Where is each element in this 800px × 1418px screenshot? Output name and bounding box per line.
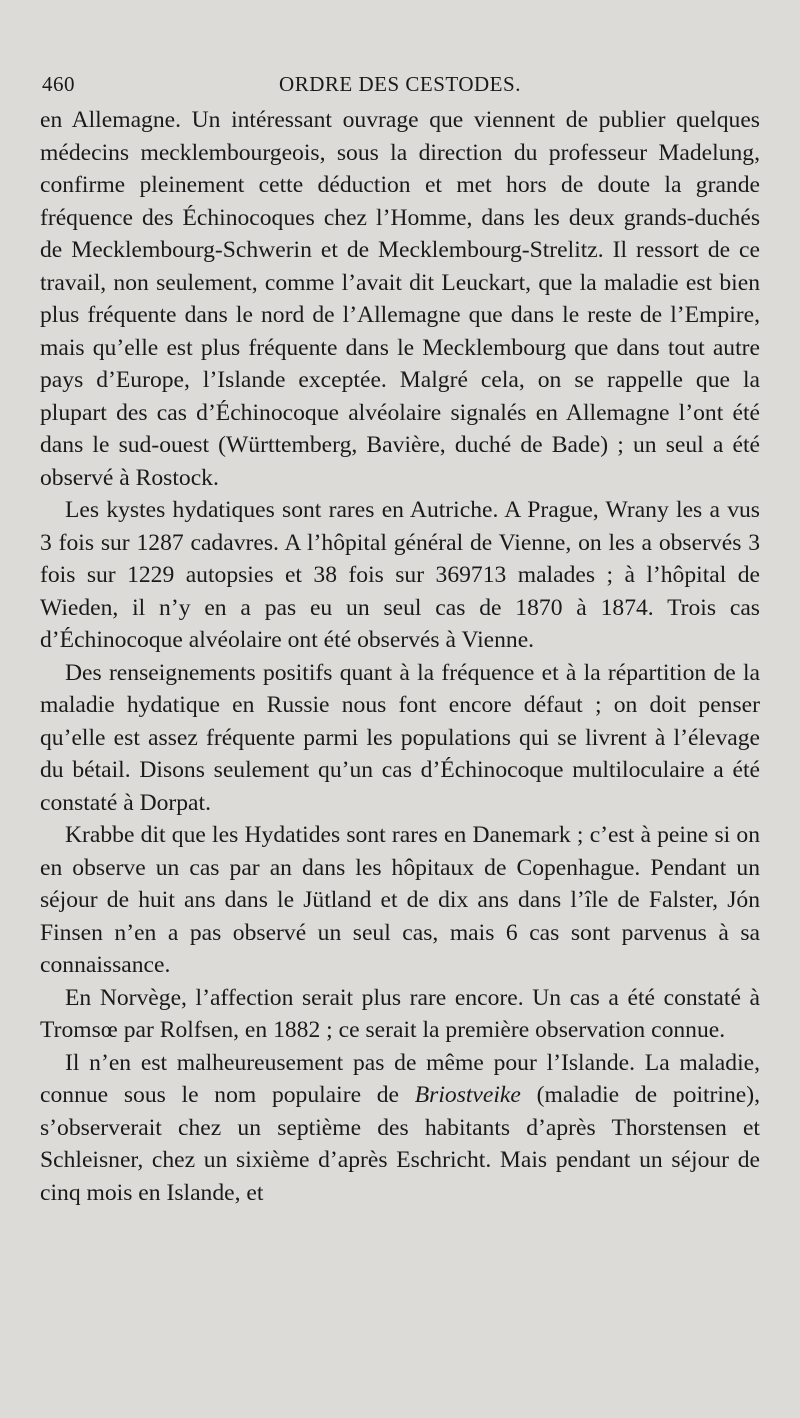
paragraph-6-start: Il n’en est malheureusement pas de même pour l’Islande. La maladie, connue sous le nom populaire de (40, 1049, 760, 1108)
running-title: ORDRE DES CESTODES. (279, 72, 521, 96)
paragraph-6 (40, 1047, 760, 1210)
body-text (40, 104, 760, 1209)
page-number: 460 (42, 72, 75, 96)
italic-term: Briostveike (414, 1082, 521, 1108)
paragraph-4: Krabbe dit que les Hydatides sont rares en Danemark ; c’est à peine si on en observe un cas par an dans les hôpitaux de Copenhague. Pendant un séjour de huit ans dans le Jütland et de dix ans dans l’île de Falster, Jón Finsen n’en a pas observé un seul cas, mais 6 cas sont parvenus à sa connaissance. (40, 822, 760, 978)
paragraph-2: Les kystes hydatiques sont rares en Autriche. A Prague, Wrany les a vus 3 fois sur 1287 cadavres. A l’hôpital général de Vienne, on les a observés 3 fois sur 1229 autopsies et 38 fois sur 369713 malades ; à l’hôpital de Wieden, il n’y en a pas eu un seul cas de 1870 à 1874. Trois cas d’Échinocoque alvéolaire ont été observés à Vienne. (40, 497, 760, 653)
paragraph-6-end: (maladie de poitrine), s’observerait chez un septième des habitants d’après Thorstensen et Schleisner, chez un sixième d’après Eschricht. Mais pendant un séjour de cinq mois en Islande, et (40, 1082, 760, 1206)
paragraph-5: En Norvège, l’affection serait plus rare encore. Un cas a été constaté à Tromsœ par Rolfsen, en 1882 ; ce serait la première observation connue. (40, 984, 760, 1043)
paragraph-1: en Allemagne. Un intéressant ouvrage que viennent de publier quelques médecins mecklembourgeois, sous la direction du professeur Madelung, confirme pleinement cette déduction et met hors de doute la grande fréquence des Échinocoques chez l’Homme, dans les deux grands-duchés de Mecklembourg-Schwerin et de Mecklembourg-Strelitz. Il ressort de ce travail, non seulement, comme l’avait dit Leuckart, que la maladie est bien plus fréquente dans le nord de l’Allemagne que dans le reste de l’Empire, mais qu’elle est plus fréquente dans le Mecklembourg que dans tout autre pays d’Europe, l’Islande exceptée. Malgré cela, on se rappelle que la plupart des cas d’Échinocoque alvéolaire signalés en Allemagne l’ont été dans le sud-ouest (Württemberg, Bavière, duché de Bade) ; un seul a été observé à Rostock. (40, 107, 760, 491)
page-header (40, 64, 760, 104)
paragraph-3: Des renseignements positifs quant à la fréquence et à la répartition de la maladie hydatique en Russie nous font encore défaut ; on doit penser qu’elle est assez fréquente parmi les populations qui se livrent à l’élevage du bétail. Disons seulement qu’un cas d’Échinocoque multiloculaire a été constaté à Dorpat. (40, 659, 760, 816)
